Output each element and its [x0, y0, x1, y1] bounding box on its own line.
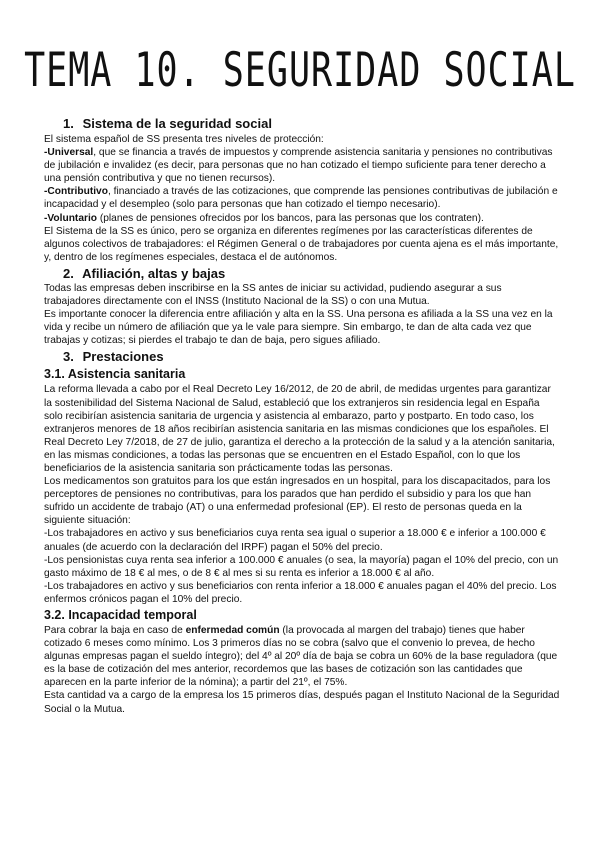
- subsection-3-2-heading: 3.2. Incapacidad temporal: [44, 608, 197, 622]
- page-title: TEMA 10. SEGURIDAD SOCIAL: [24, 44, 576, 98]
- subsection-3-2-text-b: (la provocada al margen del trabajo) tienes que haber cotizado 6 meses como mínimo. Los 3 primeros días no se cobra (salvo que el convenio lo prevea, de hecho algunas empresas pagan el sueldo íntegro); del 4º al 20º día de baja se cobra un 60% de la base reguladora (que es la base de cotización del mes anterior, recordemos que las bases de cotización son las cantidades que aparecen en la parte inferior de la nómina); a partir del 21º, el 75%.: [44, 625, 558, 689]
- section-1-intro: El sistema español de SS presenta tres niveles de protección:: [44, 134, 324, 145]
- subsection-3-2-text-a: Para cobrar la baja en caso de: [44, 625, 186, 636]
- subsection-3-2-paragraph-1: [44, 624, 560, 689]
- level-contributivo: [44, 185, 560, 211]
- section-2-heading: [63, 265, 560, 282]
- section-1-heading: [63, 116, 560, 132]
- section-2-paragraph-1: Todas las empresas deben inscribirse en la SS antes de iniciar su actividad, pudiendo asegurar a sus trabajadores directamente con el INSS (Instituto Nacional de la SS) o con una Mutua.: [44, 282, 502, 308]
- subsection-3-1-paragraph-2: Los medicamentos son gratuitos para los que están ingresados en un hospital, para los discapacitados, para los perceptores de pensiones no contributivas, para los parados que han perdido el subsidio y para los que han sufrido un accidente de trabajo (AT) o una enfermedad profesional (EP). El resto de personas queda en la siguiente situación:: [44, 476, 551, 527]
- section-2-title: Afiliación, altas y bajas: [82, 265, 226, 281]
- level-universal-text: , que se financia a través de impuestos y comprende asistencia sanitaria y pensiones no contributivas de jubilación e invalidez (es decir, para personas que no han cotizado el tiempo suficiente para tener derecho a una pensión contributiva y que no tienen recursos).: [44, 147, 553, 185]
- subsection-3-1-item-2: -Los pensionistas cuya renta sea inferior a 100.000 € anuales (o sea, la mayoría) pagan el 10% del precio, con un gasto máximo de 18 € al mes, o de 8 € al mes si su renta es inferior a 18.000 € al año.: [44, 554, 559, 579]
- section-3-title: Prestaciones: [82, 349, 164, 365]
- subsection-3-1-item-1: -Los trabajadores en activo y sus beneficiarios cuya renta sea igual o superior a 18.000 € e inferior a 100.000 € anuales (de acuerdo con la declaración del IRPF) pagan el 50% del precio.: [44, 528, 546, 553]
- level-voluntario-label: -Voluntario: [44, 212, 98, 224]
- section-1-title: Sistema de la seguridad social: [82, 116, 272, 131]
- level-voluntario-text: (planes de pensiones ofrecidos por los bancos, para las personas que los contraten).: [97, 212, 484, 224]
- subsection-3-1-heading: 3.1. Asistencia sanitaria: [44, 367, 186, 382]
- level-universal: [44, 146, 560, 185]
- level-contributivo-label: -Contributivo: [44, 186, 108, 198]
- section-1-closing: El Sistema de la SS es único, pero se organiza en diferentes regímenes por las características diferentes de algunos colectivos de trabajadores: el Régimen General o de trabajadores por cuenta ajena es el más importante, y, dentro de los regímenes especiales, destaca el de autónomos.: [44, 225, 559, 263]
- subsection-3-2-bold: enfermedad común: [185, 625, 280, 636]
- level-universal-label: -Universal: [44, 147, 94, 159]
- subsection-3-1-item-3: -Los trabajadores en activo y sus beneficiarios con renta inferior a 18.000 € anuales pagan el 40% del precio. Los enfermos crónicos pagan el 10% del precio.: [44, 580, 557, 605]
- section-1-number: 1.: [63, 116, 74, 131]
- section-2-paragraph-2: Es importante conocer la diferencia entre afiliación y alta en la SS. Una persona es afiliada a la SS una vez en la vida y recibe un número de afiliación que ya le vale para siempre. Sin embargo, te dan de alta cada vez que trabajas y cotizas; si pierdes el trabajo te dan de baja, pero sigues afiliado.: [44, 309, 553, 347]
- document-body: [44, 116, 560, 716]
- section-2-number: 2.: [63, 265, 74, 281]
- subsection-3-1-paragraph-1: La reforma llevada a cabo por el Real Decreto Ley 16/2012, de 20 de abril, de medidas urgentes para garantizar la sostenibilidad del Sistema Nacional de Salud, estableció que los extranjeros sin residencia legal en España solo recibirían asistencia sanitaria de urgencia y asistencia al embarazo, parto y postparto. En todo caso, los extranjeros menores de 18 años recibirían asistencia sanitaria en las mismas condiciones que los españoles. El Real Decreto Ley 7/2018, de 27 de julio, garantiza el derecho a la protección de la salud y a la atención sanitaria, en las mismas condiciones, a todas las personas que se encuentren en el Estado Español, con lo que los beneficiarios de la asistencia sanitaria son prácticamente todas las personas.: [44, 384, 555, 474]
- section-3-heading: [63, 348, 560, 365]
- section-3-number: 3.: [63, 349, 74, 365]
- level-voluntario: [44, 212, 560, 225]
- level-contributivo-text: , financiado a través de las cotizaciones, que comprende las pensiones contributivas de jubilación e incapacidad y el desempleo (solo para personas que han cotizado el tiempo necesario).: [44, 186, 558, 211]
- subsection-3-2-paragraph-2: Esta cantidad va a cargo de la empresa los 15 primeros días, después pagan el Instituto Nacional de la Seguridad Social o la Mutua.: [44, 690, 560, 715]
